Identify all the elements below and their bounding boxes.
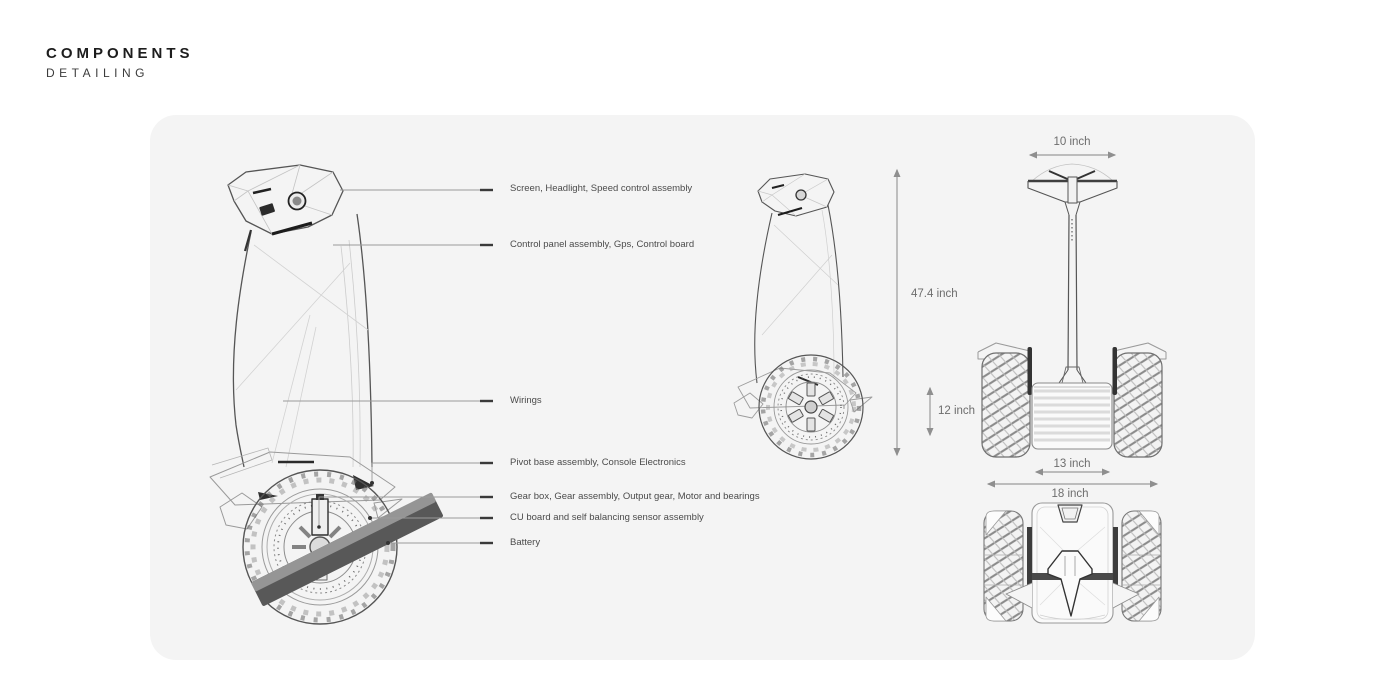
front-wheel-left bbox=[982, 353, 1030, 457]
technical-drawing bbox=[150, 115, 1255, 660]
stem bbox=[1059, 215, 1086, 383]
hub-column bbox=[312, 499, 328, 535]
page-subtitle: DETAILING bbox=[46, 66, 149, 80]
dim-label-47in: 47.4 inch bbox=[911, 288, 958, 300]
neck-column bbox=[233, 214, 372, 467]
kickstand bbox=[220, 493, 262, 529]
wheel-side-large bbox=[243, 470, 444, 624]
head-assembly bbox=[228, 165, 343, 234]
label-control-panel: Control panel assembly, Gps, Control board bbox=[510, 239, 695, 250]
front-view bbox=[978, 164, 1166, 457]
screen bbox=[259, 203, 275, 216]
drawing-panel bbox=[150, 115, 1255, 660]
dim-label-12in: 12 inch bbox=[938, 405, 976, 417]
page-title: COMPONENTS bbox=[46, 45, 194, 62]
front-wheel-right bbox=[1114, 353, 1162, 457]
label-battery: Battery bbox=[510, 537, 541, 548]
pivot-base bbox=[210, 448, 402, 529]
battery-box-front bbox=[1032, 383, 1112, 449]
bottom-view bbox=[984, 503, 1161, 623]
label-pivot-base: Pivot base assembly, Console Electronics bbox=[510, 457, 686, 468]
dim-label-13in: 13 inch bbox=[1053, 458, 1091, 470]
dim-label-18in: 18 inch bbox=[1051, 488, 1089, 500]
label-cu-board: CU board and self balancing sensor assembly bbox=[510, 512, 704, 523]
label-gear-box: Gear box, Gear assembly, Output gear, Motor and bearings bbox=[510, 491, 760, 502]
label-wirings: Wirings bbox=[510, 395, 542, 406]
axle-bar-left bbox=[1028, 347, 1033, 395]
axle-bar-right bbox=[1113, 347, 1118, 395]
title-block bbox=[46, 45, 194, 80]
callout-end-caps bbox=[480, 190, 493, 543]
dim-label-10in: 10 inch bbox=[1053, 136, 1091, 148]
side-view-large bbox=[210, 165, 493, 624]
side-view-small bbox=[734, 174, 872, 459]
callout-lines bbox=[283, 190, 493, 545]
label-screen-headlight: Screen, Headlight, Speed control assembly bbox=[510, 183, 693, 194]
